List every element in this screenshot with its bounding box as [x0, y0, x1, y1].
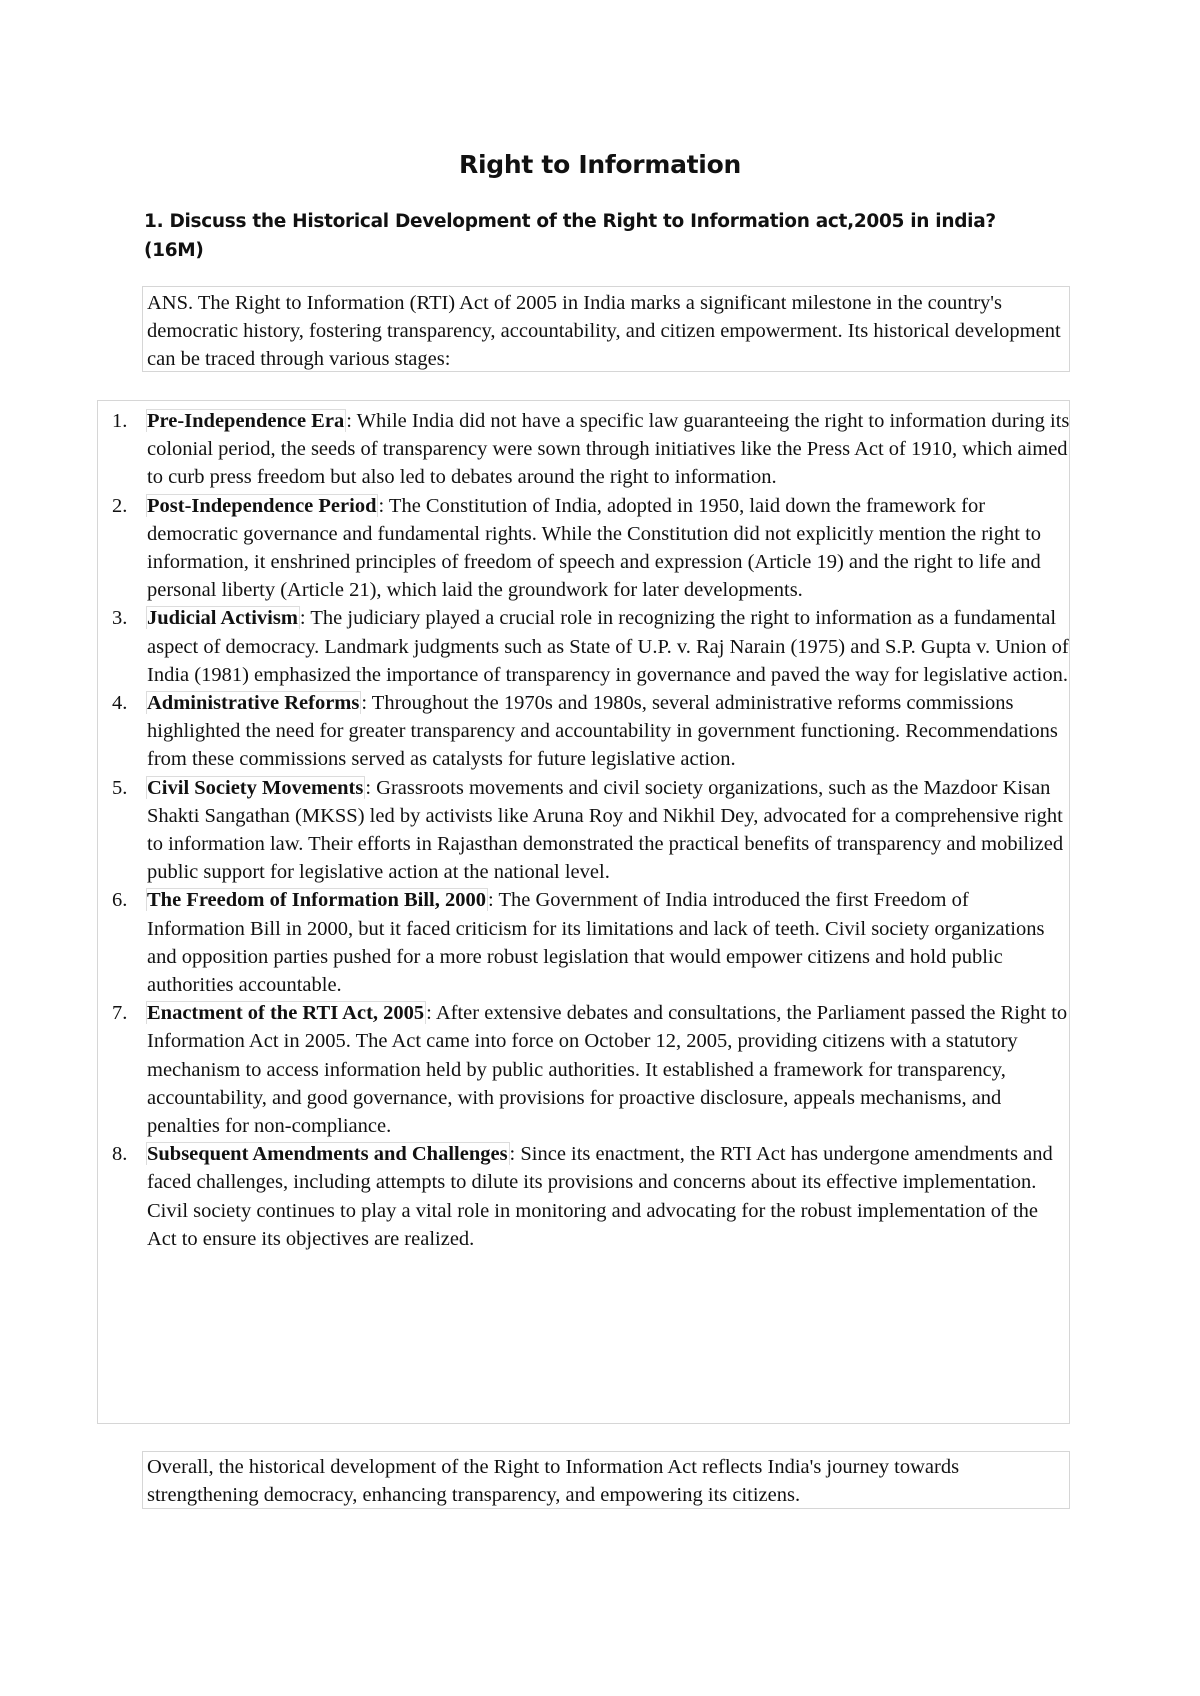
- list-item-title: Judicial Activism: [147, 607, 298, 630]
- list-item: [98, 407, 1071, 492]
- list-item-text: : The Constitution of India, adopted in 1950, laid down the framework for democratic governance and fundamental rights. While the Constitution did not explicitly mention the right to information, it enshrined principles of freedom of speech and expression (Article 19) and the right to life and personal liberty (Article 21), which laid the groundwork for later developments.: [147, 494, 1042, 602]
- list-item: [98, 774, 1071, 887]
- list-item-number: 1.: [112, 410, 128, 432]
- list-item-number: 3.: [112, 607, 128, 630]
- list-item-title: Administrative Reforms: [147, 692, 360, 715]
- list-item-text: : The Government of India introduced the first Freedom of Information Bill in 2000, but it faced criticism for its limitations and lack of teeth. Civil society organizations and opposition parties pushed for a more robust legislation that would empower citizens and hold public authorities accountable.: [147, 889, 1045, 997]
- list-item-title: Pre-Independence Era: [147, 410, 345, 432]
- development-stages-box: [97, 400, 1070, 1424]
- list-item-text: : After extensive debates and consultations, the Parliament passed the Right to Information Act in 2005. The Act came into force on October 12, 2005, providing citizens with a statutory mechanism to access information held by public authorities. It established a framework for transparency, accountability, and good governance, with provisions for proactive disclosure, appeals mechanisms, and penalties for non-compliance.: [147, 1002, 1068, 1138]
- development-stages-list: [98, 407, 1071, 1253]
- list-item: [98, 999, 1071, 1140]
- conclusion-text: Overall, the historical development of the Right to Information Act reflects India's journey towards strengthening democracy, enhancing transparency, and empowering its citizens.: [147, 1456, 960, 1507]
- answer-intro-text: ANS. The Right to Information (RTI) Act of 2005 in India marks a significant milestone in the country's democratic history, fostering transparency, accountability, and citizen empowerment. Its historical development can be traced through various stages:: [147, 292, 1061, 371]
- list-item: [98, 689, 1071, 774]
- list-item-title: The Freedom of Information Bill, 2000: [147, 889, 486, 912]
- list-item-text: : While India did not have a specific law guaranteeing the right to information during its colonial period, the seeds of transparency were sown through initiatives like the Press Act of 1910, which aimed to curb press freedom but also led to debates around the right to information.: [147, 410, 1070, 489]
- list-item-text: : Grassroots movements and civil society organizations, such as the Mazdoor Kisan Shakti Sangathan (MKSS) led by activists like Aruna Roy and Nikhil Dey, advocated for a comprehensive right to information law. Their efforts in Rajasthan demonstrated the practical benefits of transparency and mobilized public support for legislative action at the national level.: [147, 776, 1064, 884]
- list-item: [98, 886, 1071, 999]
- list-item-text: : Since its enactment, the RTI Act has undergone amendments and faced challenges, including attempts to dilute its provisions and concerns about its effective implementation. Civil society continues to play a vital role in monitoring and advocating for the robust implementation of the Act to ensure its objectives are realized.: [147, 1143, 1053, 1250]
- list-item-title: Civil Society Movements: [147, 776, 364, 799]
- list-item-title: Subsequent Amendments and Challenges: [147, 1143, 508, 1166]
- list-item-title: Post-Independence Period: [147, 494, 377, 517]
- list-item-text: : The judiciary played a crucial role in recognizing the right to information as a fundamental aspect of democracy. Landmark judgments such as State of U.P. v. Raj Narain (1975) and S.P. Gupta v. Union of India (1981) emphasized the importance of transparency in governance and paved the way for legislative action.: [147, 607, 1069, 686]
- list-item: [98, 1140, 1071, 1253]
- list-item-number: 2.: [112, 494, 128, 517]
- list-item-number: 4.: [112, 692, 128, 715]
- list-item-number: 8.: [112, 1143, 128, 1166]
- list-item-number: 5.: [112, 776, 128, 799]
- question-heading: 1. Discuss the Historical Development of the Right to Information act,2005 in india? (16M): [144, 211, 996, 261]
- answer-intro-box: [142, 286, 1070, 372]
- list-item-title: Enactment of the RTI Act, 2005: [147, 1002, 425, 1025]
- list-item-number: 6.: [112, 889, 128, 912]
- list-item: [98, 492, 1071, 605]
- conclusion-box: [142, 1451, 1070, 1509]
- page-title: Right to Information: [459, 150, 741, 179]
- list-item-number: 7.: [112, 1002, 128, 1025]
- list-item: [98, 604, 1071, 689]
- list-item-text: : Throughout the 1970s and 1980s, several administrative reforms commissions highlighted the need for greater transparency and accountability in government functioning. Recommendations from these commissions served as catalysts for future legislative action.: [147, 692, 1058, 771]
